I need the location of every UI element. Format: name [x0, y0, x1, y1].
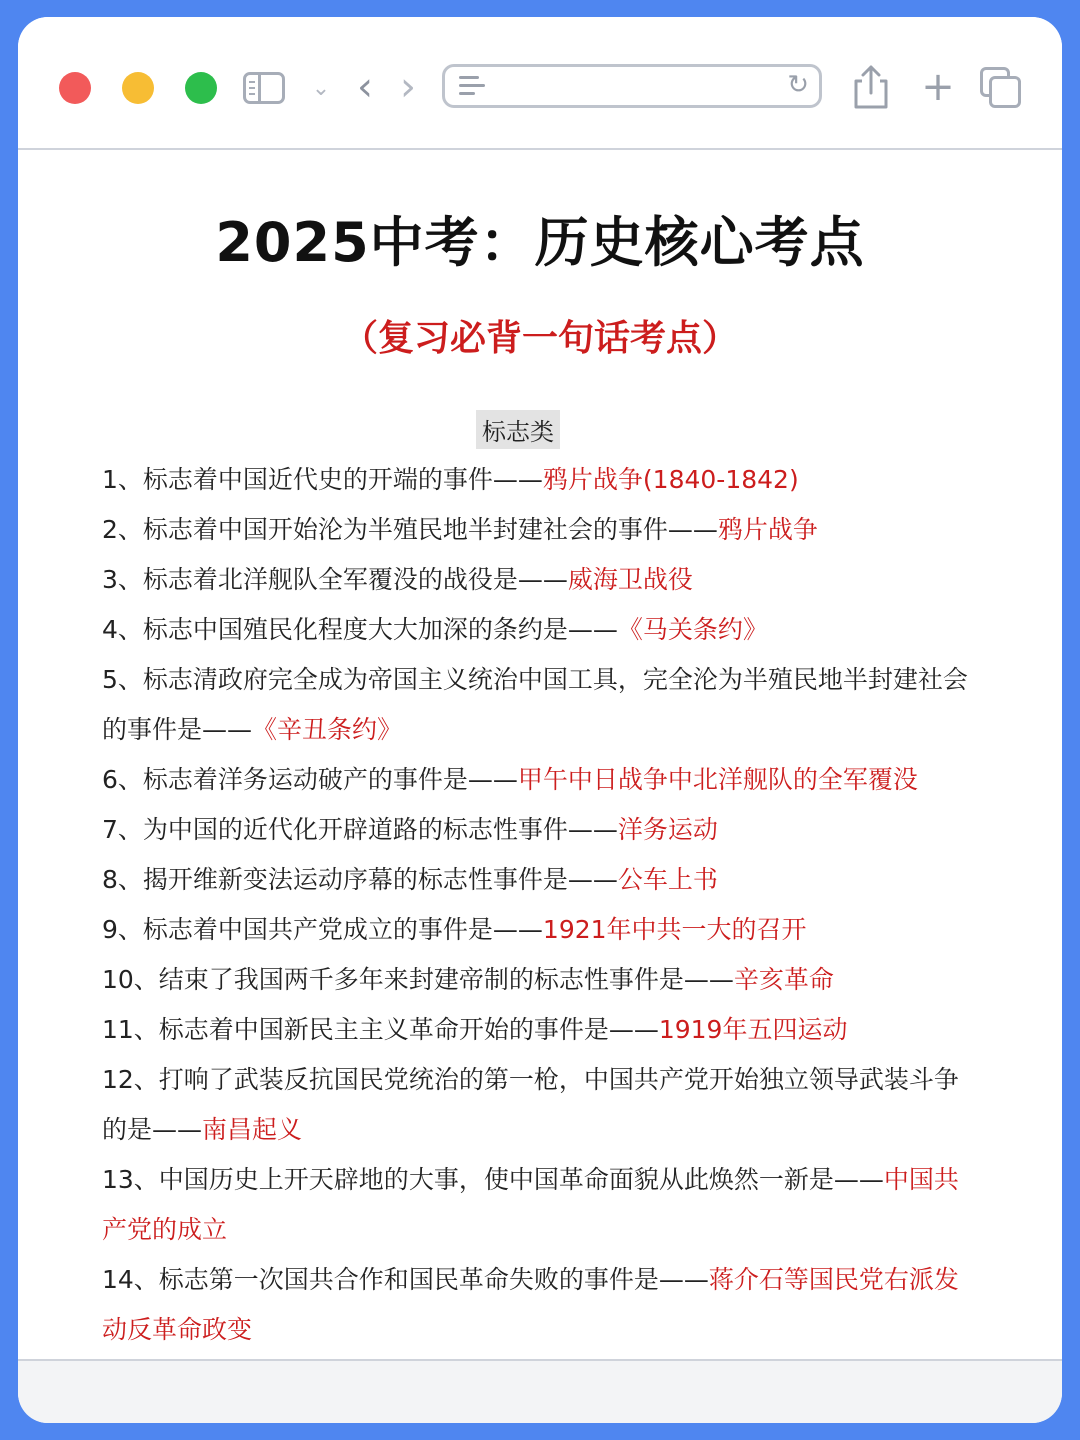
item-answer: 蒋介石等国民党右派发动反革命政变 [102, 1265, 959, 1344]
browser-footer [18, 1359, 1062, 1423]
item-question: 5、标志清政府完全成为帝国主义统治中国工具，完全沦为半殖民地半封建社会的事件是—— [102, 665, 968, 744]
list-item [102, 955, 982, 1005]
forward-icon[interactable]: › [400, 64, 416, 110]
item-answer: 1921年中共一大的召开 [542, 915, 807, 944]
list-item [102, 755, 982, 805]
item-answer: 甲午中日战争中北洋舰队的全军覆没 [517, 765, 918, 794]
item-answer: 1919年五四运动 [658, 1015, 848, 1044]
plus-icon[interactable]: + [921, 64, 955, 110]
section-tag: 标志类 [476, 410, 560, 449]
item-answer: 《马关条约》 [617, 615, 768, 644]
list-item [102, 455, 982, 505]
page-title: 2025中考：历史核心考点 [215, 211, 865, 274]
item-answer: 公车上书 [617, 865, 718, 894]
item-question: 13、中国历史上开天辟地的大事，使中国革命面貌从此焕然一新是—— [102, 1165, 884, 1194]
list-item [102, 1005, 982, 1055]
item-question: 11、标志着中国新民主主义革命开始的事件是—— [102, 1015, 659, 1044]
page-subtitle: （复习必背一句话考点） [341, 318, 738, 359]
minimize-button[interactable] [122, 72, 154, 104]
item-answer: 洋务运动 [617, 815, 718, 844]
browser-toolbar [18, 17, 1062, 150]
item-question: 9、标志着中国共产党成立的事件是—— [102, 915, 543, 944]
browser-window [18, 17, 1062, 1423]
item-answer: 《辛丑条约》 [252, 715, 403, 744]
list-item [102, 1155, 982, 1255]
list-item [102, 505, 982, 555]
page-icon [459, 74, 487, 98]
item-question: 6、标志着洋务运动破产的事件是—— [102, 765, 518, 794]
list-item [102, 1055, 982, 1155]
list-item [102, 655, 982, 755]
item-question: 1、标志着中国近代史的开端的事件—— [102, 465, 543, 494]
item-question: 7、为中国的近代化开辟道路的标志性事件—— [102, 815, 618, 844]
item-question: 14、标志第一次国共合作和国民革命失败的事件是—— [102, 1265, 709, 1294]
reload-icon[interactable]: ↻ [787, 70, 809, 100]
tabs-icon[interactable] [980, 67, 1022, 109]
item-question: 3、标志着北洋舰队全军覆没的战役是—— [102, 565, 568, 594]
item-question: 2、标志着中国开始沦为半殖民地半封建社会的事件—— [102, 515, 718, 544]
share-icon[interactable] [848, 63, 894, 111]
item-answer: 鸦片战争 [717, 515, 818, 544]
item-answer: 威海卫战役 [567, 565, 693, 594]
item-answer: 鸦片战争(1840-1842) [542, 465, 799, 494]
list-item [102, 605, 982, 655]
address-bar[interactable] [442, 64, 822, 108]
list-item [102, 1255, 982, 1355]
list-item [102, 905, 982, 955]
close-button[interactable] [59, 72, 91, 104]
knowledge-list [102, 455, 982, 1355]
item-answer: 辛亥革命 [733, 965, 834, 994]
list-item [102, 555, 982, 605]
back-icon[interactable]: ‹ [357, 64, 373, 110]
item-question: 12、打响了武装反抗国民党统治的第一枪，中国共产党开始独立领导武装斗争的是—— [102, 1065, 959, 1144]
item-question: 10、结束了我国两千多年来封建帝制的标志性事件是—— [102, 965, 734, 994]
list-item [102, 855, 982, 905]
list-item [102, 805, 982, 855]
page-content [18, 150, 1062, 1360]
item-answer: 南昌起义 [202, 1115, 303, 1144]
item-answer: 中国共产党的成立 [102, 1165, 959, 1244]
sidebar-icon[interactable] [243, 72, 285, 104]
item-question: 8、揭开维新变法运动序幕的标志性事件是—— [102, 865, 618, 894]
maximize-button[interactable] [185, 72, 217, 104]
item-question: 4、标志中国殖民化程度大大加深的条约是—— [102, 615, 618, 644]
chevron-down-icon[interactable]: ⌄ [311, 75, 331, 101]
